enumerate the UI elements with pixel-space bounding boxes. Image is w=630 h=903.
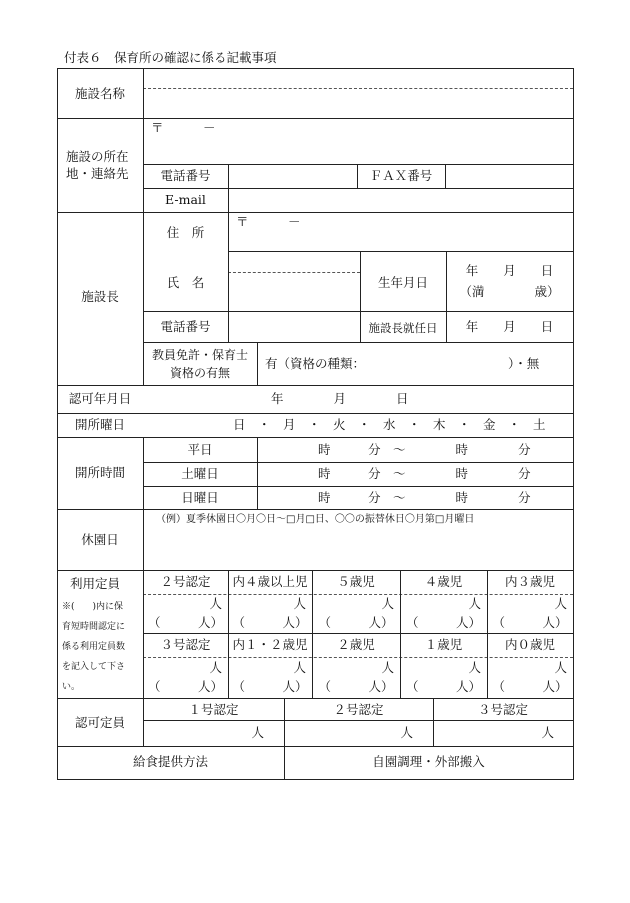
open-hours-time: 時 分 ～ 時 分 bbox=[318, 490, 531, 505]
director-license-yes: 有（資格の種類： bbox=[265, 356, 366, 371]
capacity-header: １歳児 bbox=[424, 637, 463, 652]
capacity-note: を記入して下さ bbox=[62, 662, 126, 672]
capacity-unit: 人 bbox=[468, 660, 481, 675]
director-address-label: 住 所 bbox=[166, 225, 205, 240]
open-hours-day: 土曜日 bbox=[181, 466, 219, 481]
open-hours-time: 時 分 ～ 時 分 bbox=[318, 466, 531, 481]
meals-value: 自園調理・外部搬入 bbox=[372, 754, 485, 769]
capacity-header: ２号認定 bbox=[160, 574, 211, 589]
location-phone-label: 電話番号 bbox=[160, 168, 211, 183]
facility-name-label: 施設名称 bbox=[74, 86, 125, 101]
capacity-unit: 人 bbox=[381, 660, 394, 675]
authorized-header: １号認定 bbox=[188, 702, 239, 717]
capacity-header: ４歳児 bbox=[424, 574, 463, 589]
capacity-paren-unit: （ 人） bbox=[405, 679, 481, 694]
capacity-header: 内３歳児 bbox=[504, 574, 555, 589]
capacity-paren-unit: （ 人） bbox=[147, 679, 223, 694]
capacity-unit: 人 bbox=[381, 596, 394, 611]
director-postal-mark: 〒 bbox=[236, 214, 249, 229]
holidays-example: （例）夏季休園日〇月〇日～□月□日、〇〇の振替休日〇月第□月曜日 bbox=[156, 514, 475, 525]
holidays-label: 休園日 bbox=[81, 532, 119, 547]
capacity-paren-unit: （ 人） bbox=[405, 615, 481, 630]
capacity-paren-unit: （ 人） bbox=[492, 615, 568, 630]
form-title: 付表６ 保育所の確認に係る記載事項 bbox=[64, 50, 277, 65]
capacity-paren-unit: （ 人） bbox=[492, 679, 568, 694]
capacity-unit: 人 bbox=[293, 596, 306, 611]
director-phone-label: 電話番号 bbox=[160, 319, 211, 334]
open-hours-day: 日曜日 bbox=[181, 490, 219, 505]
capacity-unit: 人 bbox=[554, 660, 567, 675]
open-days-value: 日 ・ 月 ・ 火 ・ 水 ・ 木 ・ 金 ・ 土 bbox=[233, 417, 546, 432]
capacity-unit: 人 bbox=[293, 660, 306, 675]
authorized-unit: 人 bbox=[541, 725, 554, 740]
capacity-paren-unit: （ 人） bbox=[318, 615, 394, 630]
director-appointed-ymd: 年 月 日 bbox=[465, 319, 554, 334]
director-birth-label: 生年月日 bbox=[377, 275, 428, 290]
capacity-header: ２歳児 bbox=[337, 637, 375, 652]
location-fax-label: ＦＡＸ番号 bbox=[369, 168, 433, 183]
authorized-unit: 人 bbox=[251, 725, 264, 740]
capacity-header: ５歳児 bbox=[337, 574, 375, 589]
capacity-header: 内１・２歳児 bbox=[232, 637, 308, 652]
capacity-unit: 人 bbox=[554, 596, 567, 611]
capacity-header: 内４歳以上児 bbox=[232, 574, 308, 589]
director-age: （満 歳） bbox=[459, 284, 560, 299]
director-postal-dash: － bbox=[288, 214, 301, 229]
capacity-note: い。 bbox=[62, 682, 81, 692]
capacity-paren-unit: （ 人） bbox=[232, 679, 308, 694]
capacity-label: 利用定員 bbox=[70, 576, 121, 591]
open-hours-label: 開所時間 bbox=[74, 465, 125, 480]
capacity-unit: 人 bbox=[468, 596, 481, 611]
capacity-paren-unit: （ 人） bbox=[318, 679, 394, 694]
director-birth-ymd: 年 月 日 bbox=[465, 263, 554, 278]
director-appointed-label: 施設長就任日 bbox=[368, 321, 438, 335]
director-license-label-line1: 教員免許・保育士 bbox=[151, 348, 248, 362]
capacity-paren-unit: （ 人） bbox=[147, 615, 223, 630]
director-license-label-line2: 資格の有無 bbox=[169, 366, 230, 380]
open-hours-day: 平日 bbox=[187, 442, 213, 457]
capacity-header: 内０歳児 bbox=[504, 637, 555, 652]
authorized-unit: 人 bbox=[400, 725, 413, 740]
director-license-no: ）・無 bbox=[508, 356, 540, 371]
capacity-unit: 人 bbox=[209, 596, 222, 611]
director-label: 施設長 bbox=[81, 289, 119, 304]
capacity-paren-unit: （ 人） bbox=[232, 615, 308, 630]
authorized-header: ２号認定 bbox=[333, 702, 384, 717]
location-postal-dash: － bbox=[203, 120, 216, 135]
location-label-line2: 地・連絡先 bbox=[66, 166, 129, 181]
capacity-note: 育短時間認定に bbox=[62, 622, 126, 632]
open-hours-time: 時 分 ～ 時 分 bbox=[318, 442, 531, 457]
director-name-label: 氏 名 bbox=[166, 275, 205, 290]
capacity-unit: 人 bbox=[209, 660, 222, 675]
open-days-label: 開所曜日 bbox=[74, 417, 125, 432]
location-label-line1: 施設の所在 bbox=[66, 149, 129, 164]
capacity-note: 係る利用定員数 bbox=[62, 642, 126, 652]
capacity-header: ３号認定 bbox=[160, 637, 211, 652]
approval-date-value: 年 月 日 bbox=[271, 391, 409, 406]
meals-label: 給食提供方法 bbox=[132, 754, 208, 769]
location-email-label: E-mail bbox=[165, 192, 206, 207]
capacity-note: ※( )内に保 bbox=[62, 602, 124, 612]
authorized-label: 認可定員 bbox=[74, 715, 125, 730]
location-postal-mark: 〒 bbox=[151, 120, 164, 135]
approval-date-label: 認可年月日 bbox=[68, 391, 132, 406]
authorized-header: ３号認定 bbox=[477, 702, 528, 717]
